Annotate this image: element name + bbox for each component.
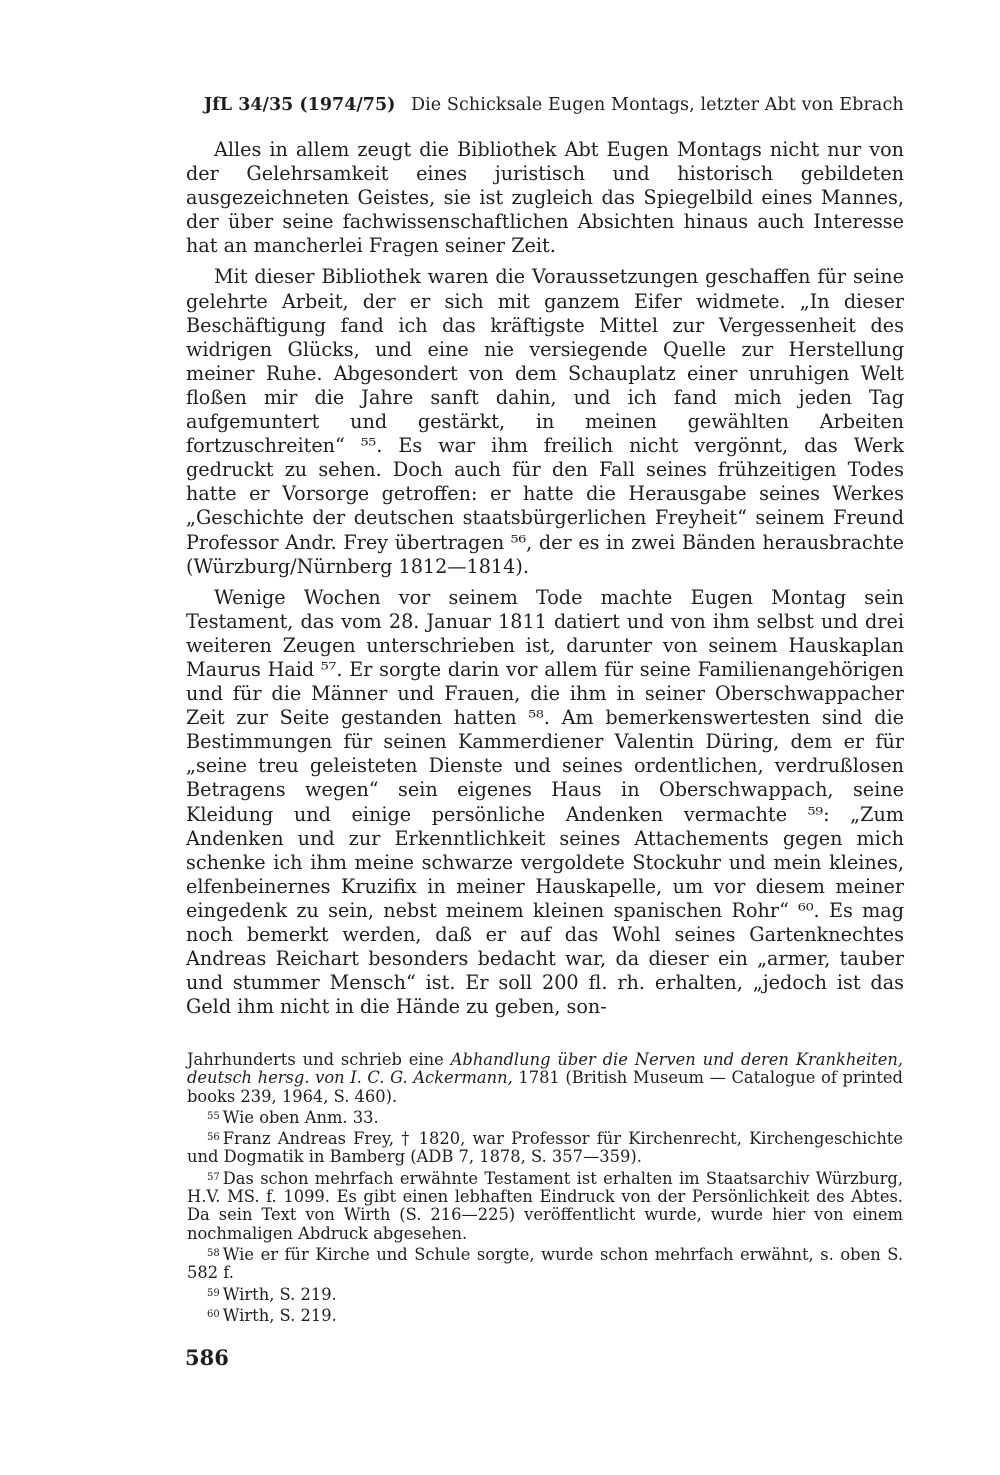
journal-citation: JfL 34/35 (1974/75) — [204, 95, 396, 115]
cited-work-title: Abhandlung über die Nerven und deren Krankheiten, deutsch hersg. von I. C. G. Ackermann, — [187, 1050, 903, 1088]
page-number: 586 — [185, 1345, 229, 1370]
running-head — [204, 93, 904, 117]
footnote-continuation — [187, 1051, 903, 1106]
paragraph: Alles in allem zeugt die Bibliothek Abt Eugen Montags nicht nur von der Gelehrsamkeit eines juristisch und historisch gebildeten ausgezeichneten Geistes, sie ist zugleich das Spiegelbild eines Mannes, der über seine fachwissenschaftlichen Absichten hinaus auch Interesse hat an mancherlei Fragen seiner Zeit. — [186, 138, 904, 258]
footnote-continuation-text: Jahrhunderts und schrieb eine — [187, 1050, 451, 1069]
footnote — [187, 1245, 903, 1283]
footnote-text: Wie oben Anm. 33. — [222, 1107, 379, 1127]
footnote-text: Wie er für Kirche und Schule sorgte, wurde schon mehrfach erwähnt, s. oben S. 582 f. — [187, 1244, 903, 1283]
footnote-number: 56 — [207, 1132, 220, 1144]
footnote-number: 59 — [207, 1287, 220, 1299]
footnote-text: Wirth, S. 219. — [222, 1305, 337, 1325]
main-text — [186, 138, 904, 1026]
paragraph: Mit dieser Bibliothek waren die Voraussetzungen geschaffen für seine gelehrte Arbeit, der er sich mit ganzem Eifer widmete. „In dieser Beschäftigung fand ich das kräftigste Mittel zur Vergessenheit des widrigen Glücks, und eine nie versiegende Quelle zur Herstellung meiner Ruhe. Abgesondert von dem Schauplatz einer unruhigen Welt floßen mir die Jahre sanft dahin, und ich fand mich jeden Tag aufgemuntert und gestärkt, in meinen gewählten Arbeiten fortzuschreiten“ ⁵⁵. Es war ihm freilich nicht vergönnt, das Werk gedruckt zu sehen. Doch auch für den Fall seines frühzeitigen Todes hatte er Vorsorge getroffen: er hatte die Herausgabe seines Werkes „Geschichte der deutschen staatsbürgerlichen Freyheit“ seinem Freund Professor Andr. Frey übertragen ⁵⁶, der es in zwei Bänden herausbrachte (Würzburg/Nürnberg 1812—1814). — [186, 265, 904, 578]
footnote-text: Wirth, S. 219. — [222, 1284, 337, 1304]
footnote-number: 55 — [207, 1110, 220, 1122]
paragraph: Wenige Wochen vor seinem Tode machte Eugen Montag sein Testament, das vom 28. Januar 1811 datiert und von ihm selbst und drei weiteren Zeugen unterschrieben ist, darunter von seinem Hauskaplan Maurus Haid ⁵⁷. Er sorgte darin vor allem für seine Familienangehörigen und für die Männer und Frauen, die ihm in seiner Oberschwappacher Zeit zur Seite gestanden hatten ⁵⁸. Am bemerkenswertesten sind die Bestimmungen für seinen Kammerdiener Valentin Düring, dem er für „seine treu geleisteten Dienste und seines ordentlichen, verdrußlosen Betragens wegen“ sein eigenes Haus in Oberschwappach, seine Kleidung und einige persönliche Andenken vermachte ⁵⁹: „Zum Andenken und zur Erkenntlichkeit seines Attachements gegen mich schenke ich ihm meine schwarze vergoldete Stockuhr und mein kleines, elfenbeinernes Kruzifix in meiner Hauskapelle, um vor diesem meiner eingedenk zu sein, nebst meinem kleinen spanischen Rohr“ ⁶⁰. Es mag noch bemerkt werden, daß er auf das Wohl seines Gartenknechtes Andreas Reichart besonders bedacht war, da dieser ein „armer, tauber und stummer Mensch“ ist. Er soll 200 fl. rh. erhalten, „jedoch ist das Geld ihm nicht in die Hände zu geben, son- — [186, 585, 904, 1019]
running-title: Die Schicksale Eugen Montags, letzter Abt von Ebrach — [410, 95, 904, 115]
footnote — [187, 1306, 903, 1325]
footnote-text: Franz Andreas Frey, † 1820, war Professor für Kirchenrecht, Kirchengeschichte und Dogmatik in Bamberg (ADB 7, 1878, S. 357—359). — [187, 1129, 903, 1167]
footnote — [187, 1129, 903, 1167]
footnote — [187, 1108, 903, 1127]
footnote — [187, 1285, 903, 1304]
footnote — [187, 1169, 903, 1243]
footnote-number: 60 — [207, 1308, 220, 1320]
footnote-number: 57 — [207, 1171, 220, 1183]
footnotes — [187, 1051, 903, 1327]
footnote-text: Das schon mehrfach erwähnte Testament ist erhalten im Staatsarchiv Würzburg, H.V. MS. f. 1099. Es gibt einen lebhaften Eindruck von der Persönlichkeit des Abtes. Da sein Text von Wirth (S. 216—225) veröffentlicht wurde, wurde hier von einem nochmaligen Abdruck abgesehen. — [187, 1168, 903, 1243]
footnote-number: 58 — [207, 1247, 220, 1259]
footnote-continuation-text: 1781 (British Museum — Catalogue of printed books 239, 1964, S. 460). — [187, 1068, 903, 1106]
